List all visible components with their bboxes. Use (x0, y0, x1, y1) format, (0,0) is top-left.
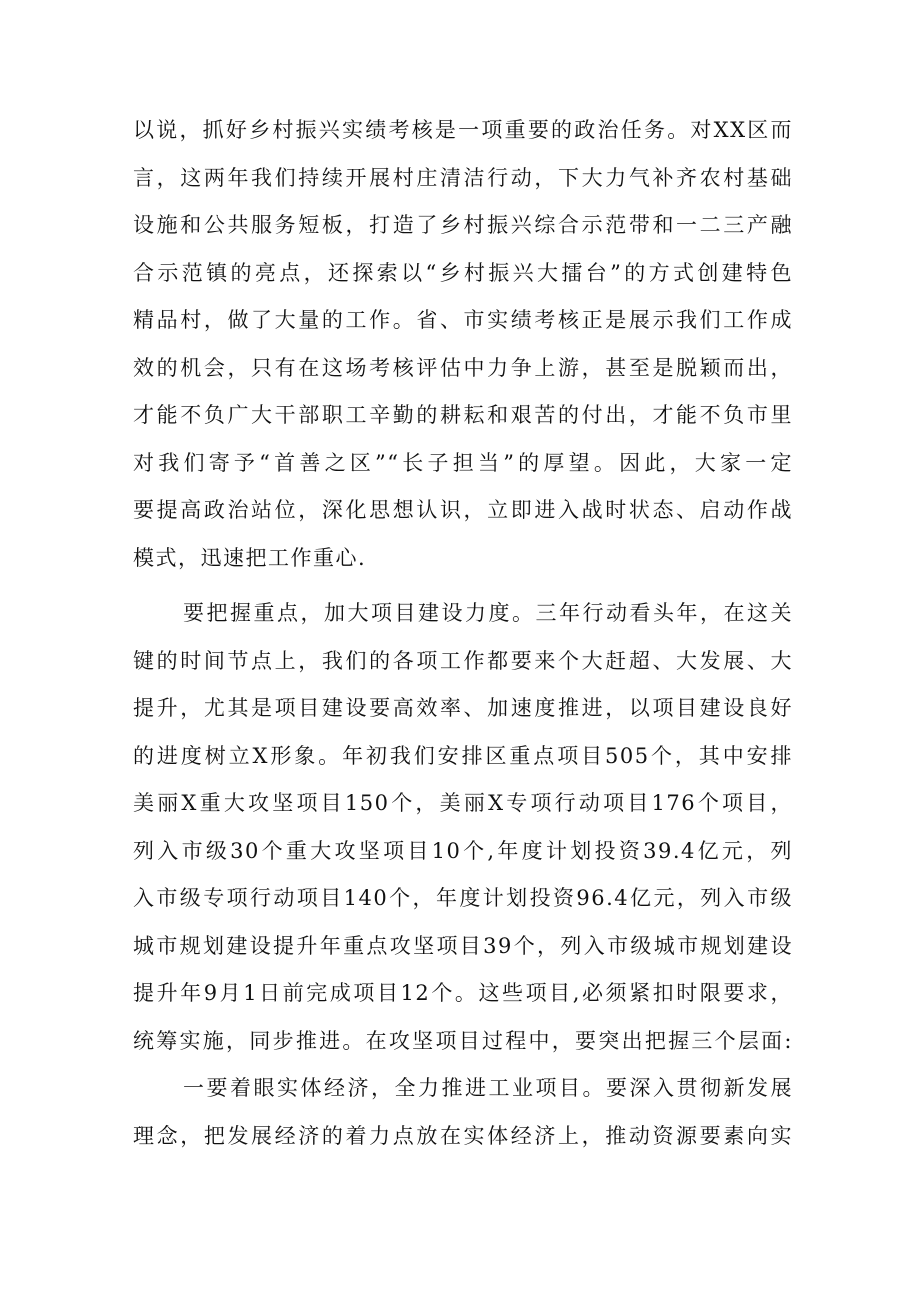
paragraph-3 (133, 1065, 793, 1160)
text-line: 精品村，做了大量的工作。省、市实绩考核正是展示我们工作成 (133, 308, 793, 332)
text-line: 言，这两年我们持续开展村庄清洁行动，下大力气补齐农村基础 (133, 165, 793, 190)
text-line: 键的时间节点上，我们的各项工作都要来个大赶超、大发展、大 (133, 648, 793, 673)
text-line: 才能不负广大干部职工辛勤的耕耘和艰苦的付出，才能不负市里 (133, 403, 793, 427)
paragraph-1 (133, 107, 793, 582)
document-body (133, 107, 793, 1160)
paragraph-spacer (133, 582, 793, 590)
text-line: 统筹实施，同步推进。在攻坚项目过程中，要突出把握三个层面: (133, 1028, 793, 1053)
text-line: 要提高政治站位，深化思想认识，立即进入战时状态、启动作战 (133, 498, 793, 522)
text-line: 的进度树立X形象。年初我们安排区重点项目505个，其中安排 (133, 743, 793, 768)
text-line: 理念，把发展经济的着力点放在实体经济上，推动资源要素向实 (133, 1123, 793, 1148)
text-line: 效的机会，只有在这场考核评估中力争上游，甚至是脱颖而出， (133, 355, 793, 380)
text-line: 提升年9月1日前完成项目12个。这些项目,必须紧扣时限要求， (133, 981, 793, 1005)
text-line: 列入市级30个重大攻坚项目10个,年度计划投资39.4亿元，列 (133, 838, 793, 863)
text-line: 要把握重点，加大项目建设力度。三年行动看头年，在这关 (183, 601, 793, 625)
text-line: 城市规划建设提升年重点攻坚项目39个，列入市级城市规划建设 (133, 933, 793, 958)
text-line: 入市级专项行动项目140个，年度计划投资96.4亿元，列入市级 (133, 886, 793, 910)
paragraph-2 (133, 590, 793, 1065)
text-line: 提升，尤其是项目建设要高效率、加速度推进，以项目建设良好 (133, 696, 793, 720)
text-line: 模式，迅速把工作重心. (133, 545, 367, 570)
text-line: 一要着眼实体经济，全力推进工业项目。要深入贯彻新发展 (183, 1076, 793, 1100)
text-line: 设施和公共服务短板，打造了乡村振兴综合示范带和一二三产融 (133, 213, 793, 237)
text-line: 以说，抓好乡村振兴实绩考核是一项重要的政治任务。对XX区而 (133, 118, 793, 142)
text-line: 美丽X重大攻坚项目150个，美丽X专项行动项目176个项目， (133, 791, 793, 815)
text-line: 合示范镇的亮点，还探索以“乡村振兴大擂台”的方式创建特色 (133, 260, 793, 285)
text-line: 对我们寄予“首善之区”“长子担当”的厚望。因此，大家一定 (133, 450, 793, 475)
